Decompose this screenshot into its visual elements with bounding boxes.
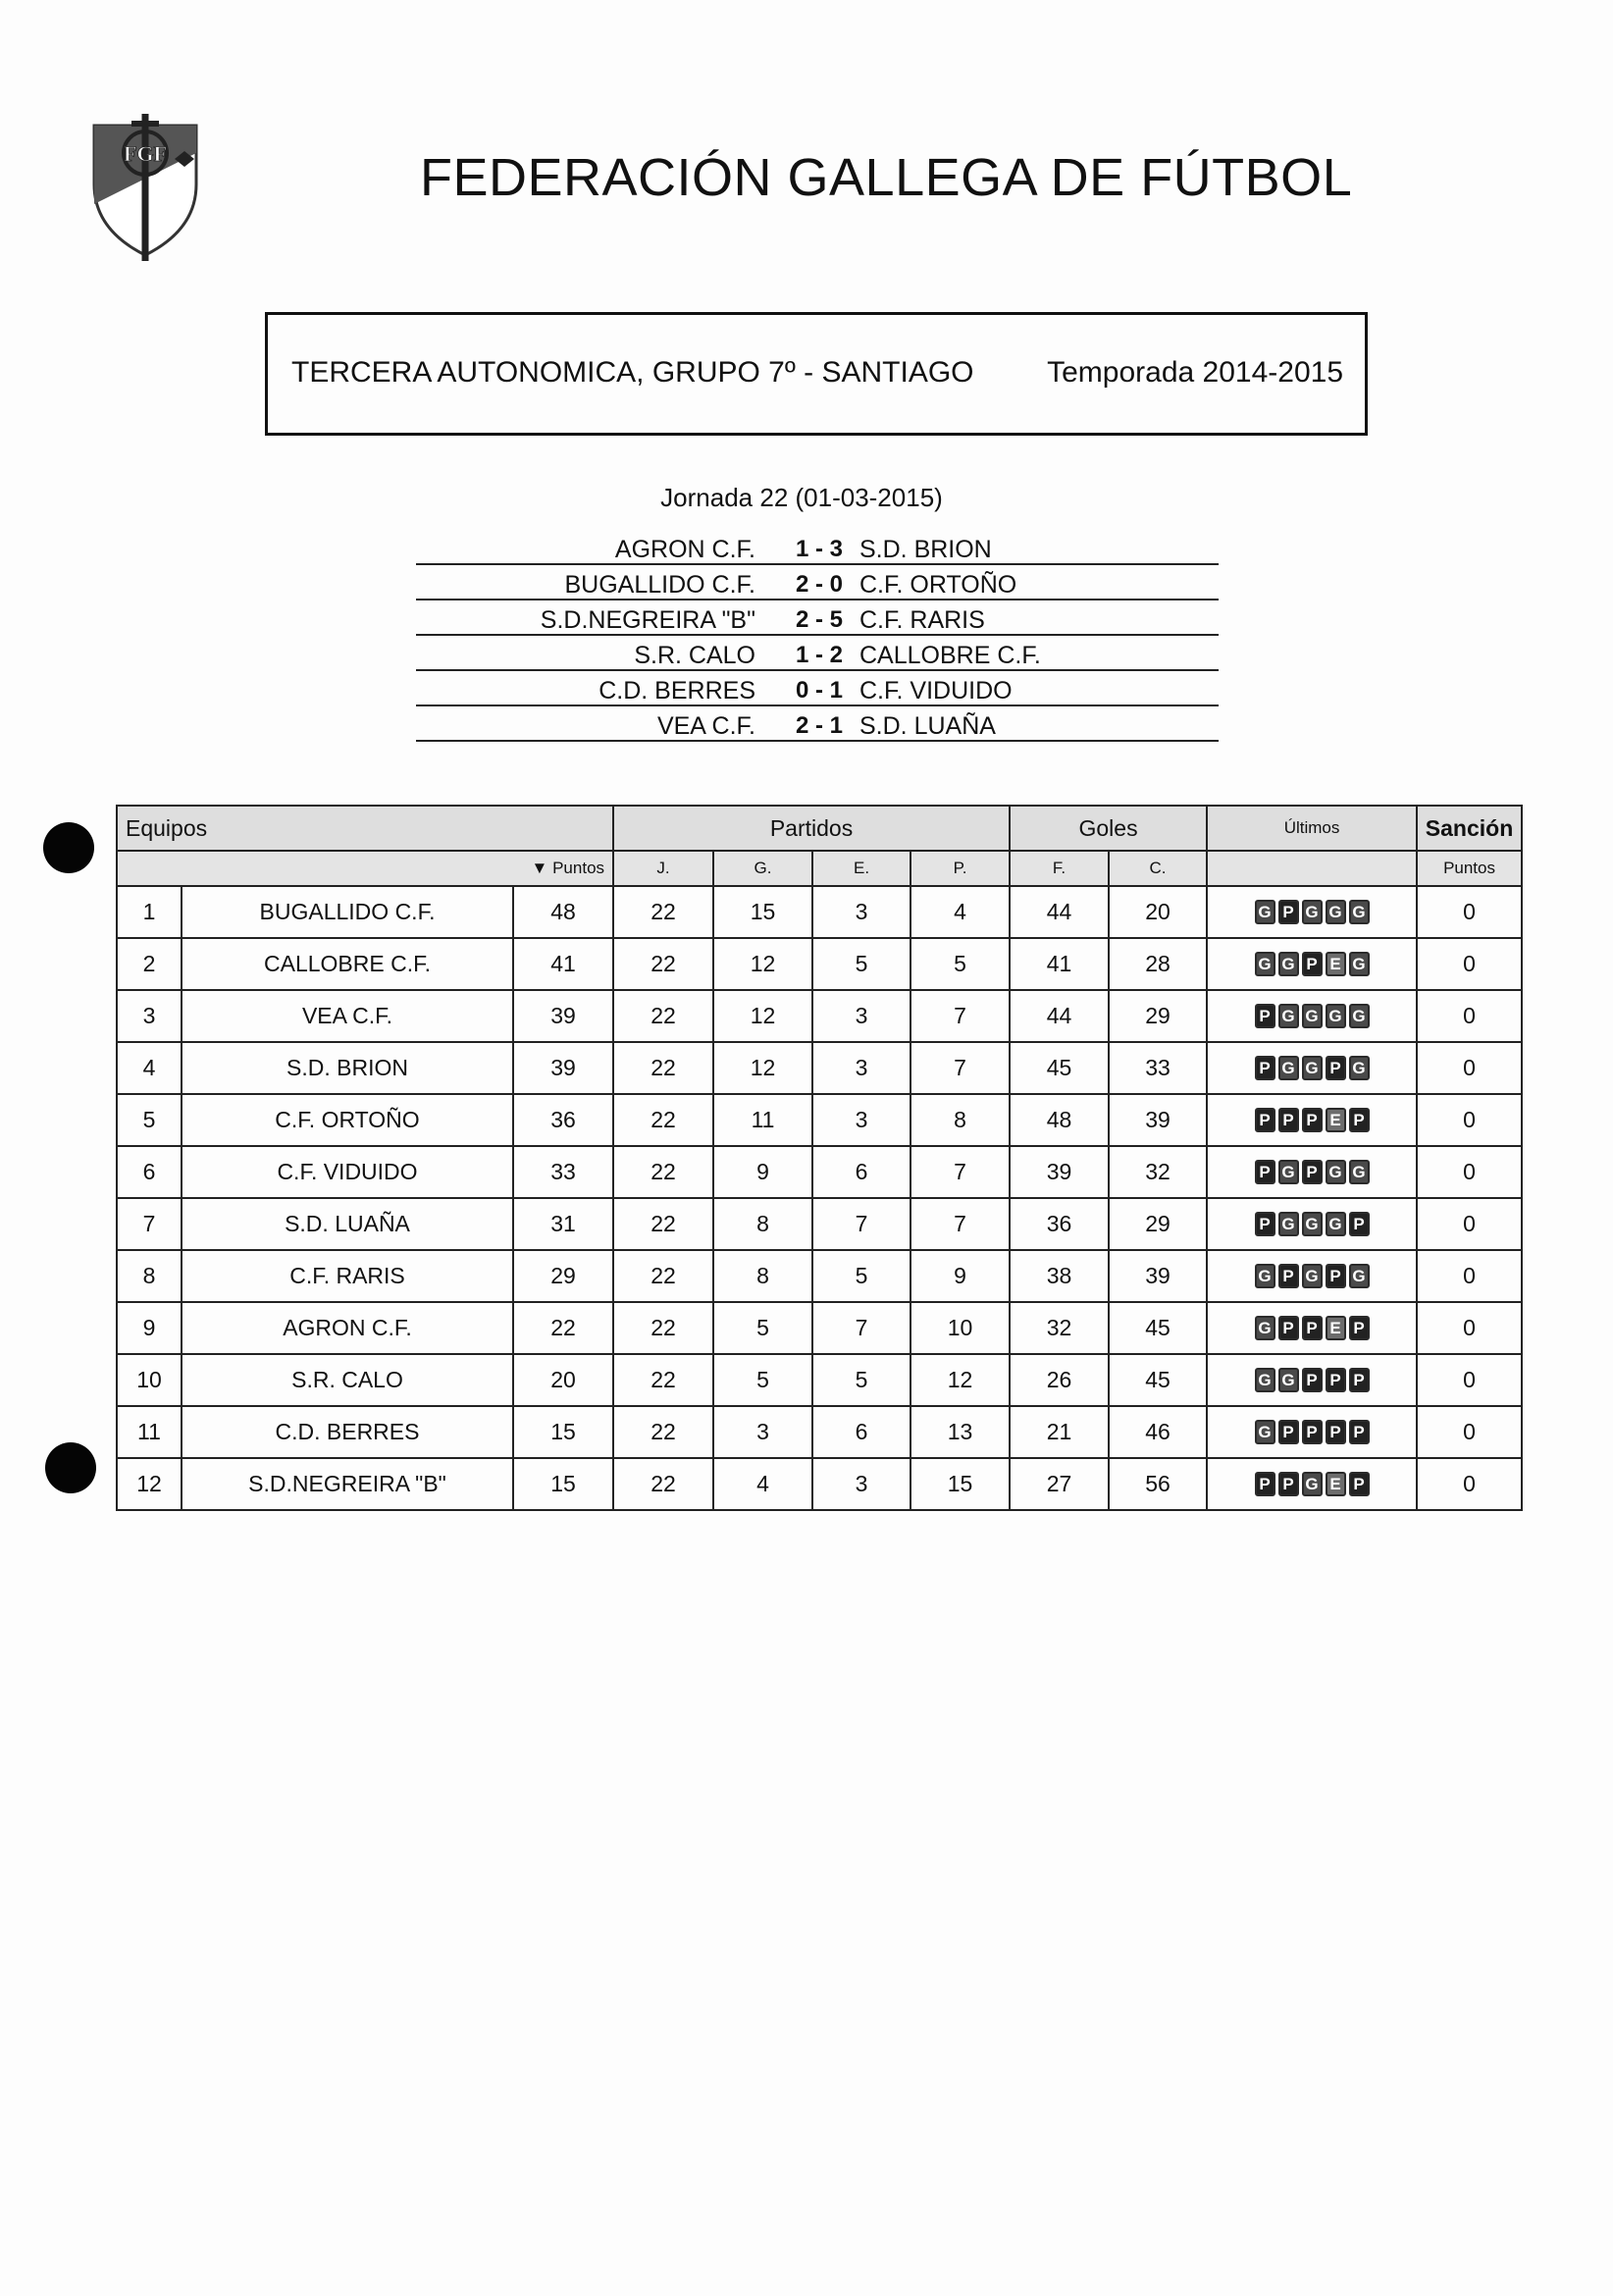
standings-subheader-row (117, 851, 1522, 886)
row-played: 22 (613, 1406, 713, 1458)
federation-crest-logo (86, 114, 204, 261)
result-badge: P (1302, 1368, 1323, 1392)
result-badge: G (1302, 1264, 1323, 1288)
row-drawn: 3 (812, 1094, 911, 1146)
row-team-name: BUGALLIDO C.F. (182, 886, 513, 938)
result-badge: G (1349, 1264, 1370, 1288)
row-goals-against: 32 (1109, 1146, 1207, 1198)
row-last-results (1207, 1042, 1417, 1094)
row-position: 9 (117, 1302, 182, 1354)
row-goals-against: 29 (1109, 990, 1207, 1042)
row-drawn: 3 (812, 990, 911, 1042)
row-goals-against: 45 (1109, 1354, 1207, 1406)
row-team-name: C.F. ORTOÑO (182, 1094, 513, 1146)
row-position: 8 (117, 1250, 182, 1302)
row-played: 22 (613, 1146, 713, 1198)
row-played: 22 (613, 1302, 713, 1354)
row-goals-for: 36 (1010, 1198, 1109, 1250)
row-last-results (1207, 1302, 1417, 1354)
result-away-team: S.D. BRION (859, 536, 992, 563)
competition-box (265, 312, 1368, 436)
row-points: 15 (513, 1458, 613, 1510)
result-badge: P (1302, 1108, 1323, 1132)
row-team-name: S.D. LUAÑA (182, 1198, 513, 1250)
result-badge: P (1255, 1472, 1275, 1496)
header-p: P. (911, 851, 1010, 886)
row-goals-for: 21 (1010, 1406, 1109, 1458)
row-goals-for: 48 (1010, 1094, 1109, 1146)
row-lost: 5 (911, 938, 1010, 990)
row-sanction-points: 0 (1417, 1042, 1522, 1094)
row-lost: 13 (911, 1406, 1010, 1458)
result-badge: P (1349, 1472, 1370, 1496)
row-goals-against: 39 (1109, 1094, 1207, 1146)
row-last-results (1207, 1198, 1417, 1250)
result-badge: G (1278, 1160, 1299, 1184)
row-sanction-points: 0 (1417, 1302, 1522, 1354)
row-position: 11 (117, 1406, 182, 1458)
header-partidos: Partidos (613, 806, 1010, 851)
row-won: 8 (713, 1250, 812, 1302)
row-last-results (1207, 1094, 1417, 1146)
row-last-results (1207, 1146, 1417, 1198)
result-badge: P (1302, 1160, 1323, 1184)
row-sanction-points: 0 (1417, 1406, 1522, 1458)
standings-row (117, 1146, 1522, 1198)
row-goals-for: 38 (1010, 1250, 1109, 1302)
sort-down-icon: ▼ (531, 859, 548, 877)
row-lost: 10 (911, 1302, 1010, 1354)
result-row (416, 565, 1219, 600)
result-home-team: S.R. CALO (634, 642, 755, 669)
row-points: 22 (513, 1302, 613, 1354)
result-badge: E (1326, 1108, 1346, 1132)
row-points: 39 (513, 990, 613, 1042)
header-goles: Goles (1010, 806, 1207, 851)
row-goals-against: 45 (1109, 1302, 1207, 1354)
result-badge: G (1349, 1160, 1370, 1184)
row-goals-against: 20 (1109, 886, 1207, 938)
row-position: 12 (117, 1458, 182, 1510)
row-goals-for: 27 (1010, 1458, 1109, 1510)
row-goals-against: 33 (1109, 1042, 1207, 1094)
row-position: 1 (117, 886, 182, 938)
result-badge: G (1349, 952, 1370, 976)
result-badge: P (1326, 1368, 1346, 1392)
result-badge: G (1326, 1160, 1346, 1184)
result-away-team: CALLOBRE C.F. (859, 642, 1041, 669)
row-team-name: C.F. RARIS (182, 1250, 513, 1302)
row-played: 22 (613, 1354, 713, 1406)
result-badge: P (1278, 1472, 1299, 1496)
result-badge: P (1278, 1316, 1299, 1340)
row-sanction-points: 0 (1417, 938, 1522, 990)
row-position: 6 (117, 1146, 182, 1198)
result-badge: G (1349, 900, 1370, 924)
standings-row (117, 1198, 1522, 1250)
result-score: 0 - 1 (795, 677, 844, 704)
row-last-results (1207, 938, 1417, 990)
row-won: 4 (713, 1458, 812, 1510)
row-sanction-points: 0 (1417, 990, 1522, 1042)
header-c: C. (1109, 851, 1207, 886)
result-badge: G (1255, 1316, 1275, 1340)
header-equipos: Equipos (117, 806, 613, 851)
row-goals-for: 39 (1010, 1146, 1109, 1198)
standings-row (117, 938, 1522, 990)
result-badge: G (1278, 1368, 1299, 1392)
result-home-team: BUGALLIDO C.F. (564, 571, 755, 599)
row-team-name: S.R. CALO (182, 1354, 513, 1406)
row-position: 2 (117, 938, 182, 990)
result-row (416, 671, 1219, 706)
result-badge: G (1255, 952, 1275, 976)
result-row (416, 706, 1219, 742)
result-badge: E (1326, 1472, 1346, 1496)
standings-header-row (117, 806, 1522, 851)
row-won: 12 (713, 938, 812, 990)
row-goals-against: 39 (1109, 1250, 1207, 1302)
result-badge: G (1302, 1056, 1323, 1080)
row-goals-for: 44 (1010, 990, 1109, 1042)
result-badge: P (1302, 1316, 1323, 1340)
result-badge: P (1255, 1108, 1275, 1132)
result-badge: G (1326, 1212, 1346, 1236)
row-goals-against: 28 (1109, 938, 1207, 990)
row-goals-against: 46 (1109, 1406, 1207, 1458)
row-lost: 7 (911, 1198, 1010, 1250)
row-drawn: 3 (812, 1042, 911, 1094)
row-sanction-points: 0 (1417, 1250, 1522, 1302)
row-position: 5 (117, 1094, 182, 1146)
row-sanction-points: 0 (1417, 1354, 1522, 1406)
row-points: 29 (513, 1250, 613, 1302)
standings-row (117, 1458, 1522, 1510)
row-goals-for: 41 (1010, 938, 1109, 990)
result-badge: P (1326, 1056, 1346, 1080)
result-away-team: C.F. RARIS (859, 606, 985, 634)
result-badge: P (1255, 1056, 1275, 1080)
row-won: 15 (713, 886, 812, 938)
result-home-team: C.D. BERRES (598, 677, 755, 704)
result-badge: P (1255, 1160, 1275, 1184)
result-badge: P (1326, 1420, 1346, 1444)
row-drawn: 5 (812, 1354, 911, 1406)
row-goals-for: 44 (1010, 886, 1109, 938)
row-played: 22 (613, 1042, 713, 1094)
result-home-team: VEA C.F. (656, 712, 755, 740)
result-badge: P (1302, 952, 1323, 976)
row-won: 9 (713, 1146, 812, 1198)
row-last-results (1207, 1250, 1417, 1302)
result-score: 2 - 0 (795, 571, 844, 598)
standings-row (117, 1042, 1522, 1094)
result-row (416, 636, 1219, 671)
header-sancion: Sanción (1417, 806, 1522, 851)
row-team-name: AGRON C.F. (182, 1302, 513, 1354)
row-goals-for: 45 (1010, 1042, 1109, 1094)
row-points: 48 (513, 886, 613, 938)
header-e: E. (812, 851, 911, 886)
standings-table (116, 805, 1523, 1511)
row-last-results (1207, 886, 1417, 938)
row-sanction-points: 0 (1417, 1198, 1522, 1250)
standings-row (117, 1354, 1522, 1406)
row-last-results (1207, 990, 1417, 1042)
row-drawn: 6 (812, 1406, 911, 1458)
result-badge: P (1278, 1420, 1299, 1444)
row-lost: 12 (911, 1354, 1010, 1406)
row-position: 4 (117, 1042, 182, 1094)
row-sanction-points: 0 (1417, 1146, 1522, 1198)
result-badge: G (1255, 1264, 1275, 1288)
row-team-name: S.D. BRION (182, 1042, 513, 1094)
row-drawn: 6 (812, 1146, 911, 1198)
row-lost: 7 (911, 1146, 1010, 1198)
competition-name: TERCERA AUTONOMICA, GRUPO 7º - SANTIAGO (291, 356, 974, 389)
result-score: 2 - 5 (795, 606, 844, 633)
row-drawn: 5 (812, 938, 911, 990)
row-lost: 15 (911, 1458, 1010, 1510)
row-points: 39 (513, 1042, 613, 1094)
result-badge: P (1349, 1368, 1370, 1392)
round-results (416, 530, 1219, 742)
result-badge: G (1302, 1004, 1323, 1028)
row-points: 20 (513, 1354, 613, 1406)
row-played: 22 (613, 1458, 713, 1510)
header-f: F. (1010, 851, 1109, 886)
row-lost: 9 (911, 1250, 1010, 1302)
svg-text:FGF: FGF (124, 141, 167, 166)
row-position: 7 (117, 1198, 182, 1250)
row-points: 36 (513, 1094, 613, 1146)
result-badge: P (1349, 1108, 1370, 1132)
header-g: G. (713, 851, 812, 886)
row-points: 31 (513, 1198, 613, 1250)
row-team-name: C.D. BERRES (182, 1406, 513, 1458)
result-badge: P (1302, 1420, 1323, 1444)
row-team-name: C.F. VIDUIDO (182, 1146, 513, 1198)
result-badge: P (1278, 1264, 1299, 1288)
punch-hole-top (43, 822, 94, 873)
row-lost: 7 (911, 1042, 1010, 1094)
row-drawn: 7 (812, 1198, 911, 1250)
result-score: 1 - 2 (795, 642, 844, 668)
row-drawn: 3 (812, 886, 911, 938)
round-label: Jornada 22 (01-03-2015) (660, 483, 943, 512)
standings-row (117, 1094, 1522, 1146)
row-goals-against: 29 (1109, 1198, 1207, 1250)
row-played: 22 (613, 1094, 713, 1146)
result-badge: P (1349, 1212, 1370, 1236)
result-home-team: S.D.NEGREIRA "B" (540, 606, 755, 634)
row-points: 33 (513, 1146, 613, 1198)
row-won: 12 (713, 1042, 812, 1094)
row-goals-for: 32 (1010, 1302, 1109, 1354)
result-home-team: AGRON C.F. (614, 536, 755, 563)
row-won: 8 (713, 1198, 812, 1250)
row-lost: 7 (911, 990, 1010, 1042)
row-points: 41 (513, 938, 613, 990)
result-badge: P (1349, 1316, 1370, 1340)
result-badge: G (1349, 1004, 1370, 1028)
row-goals-against: 56 (1109, 1458, 1207, 1510)
row-lost: 4 (911, 886, 1010, 938)
result-badge: P (1278, 1108, 1299, 1132)
result-badge: G (1302, 900, 1323, 924)
result-score: 1 - 3 (795, 536, 844, 562)
row-won: 5 (713, 1354, 812, 1406)
result-badge: P (1349, 1420, 1370, 1444)
row-played: 22 (613, 1250, 713, 1302)
header-ultimos: Últimos (1207, 806, 1417, 851)
row-sanction-points: 0 (1417, 886, 1522, 938)
row-last-results (1207, 1354, 1417, 1406)
result-badge: G (1349, 1056, 1370, 1080)
season-label: Temporada 2014-2015 (1047, 356, 1343, 389)
result-badge: G (1255, 900, 1275, 924)
standings-row (117, 990, 1522, 1042)
standings-row (117, 886, 1522, 938)
result-badge: E (1326, 1316, 1346, 1340)
result-badge: G (1278, 1056, 1299, 1080)
result-badge: G (1278, 952, 1299, 976)
row-last-results (1207, 1458, 1417, 1510)
row-won: 12 (713, 990, 812, 1042)
result-badge: P (1326, 1264, 1346, 1288)
header-ultimos-blank (1207, 851, 1417, 886)
row-team-name: CALLOBRE C.F. (182, 938, 513, 990)
result-row (416, 530, 1219, 565)
result-badge: G (1326, 1004, 1346, 1028)
result-badge: P (1255, 1004, 1275, 1028)
header-puntos-label: Puntos (552, 859, 605, 877)
result-badge: G (1255, 1368, 1275, 1392)
row-lost: 8 (911, 1094, 1010, 1146)
row-last-results (1207, 1406, 1417, 1458)
row-drawn: 3 (812, 1458, 911, 1510)
result-away-team: C.F. ORTOÑO (859, 571, 1017, 599)
row-won: 3 (713, 1406, 812, 1458)
row-position: 10 (117, 1354, 182, 1406)
row-team-name: VEA C.F. (182, 990, 513, 1042)
row-team-name: S.D.NEGREIRA "B" (182, 1458, 513, 1510)
result-badge: G (1278, 1212, 1299, 1236)
result-badge: E (1326, 952, 1346, 976)
result-badge: P (1255, 1212, 1275, 1236)
result-badge: G (1302, 1472, 1323, 1496)
result-badge: G (1326, 900, 1346, 924)
result-away-team: C.F. VIDUIDO (859, 677, 1013, 704)
row-drawn: 7 (812, 1302, 911, 1354)
row-played: 22 (613, 886, 713, 938)
standings-row (117, 1302, 1522, 1354)
row-won: 5 (713, 1302, 812, 1354)
result-badge: G (1302, 1212, 1323, 1236)
result-away-team: S.D. LUAÑA (859, 712, 996, 740)
row-position: 3 (117, 990, 182, 1042)
header-j: J. (613, 851, 713, 886)
row-played: 22 (613, 990, 713, 1042)
result-badge: P (1278, 900, 1299, 924)
header-puntos[interactable] (117, 851, 613, 886)
result-score: 2 - 1 (795, 712, 844, 739)
row-points: 15 (513, 1406, 613, 1458)
punch-hole-bottom (45, 1442, 96, 1493)
row-played: 22 (613, 938, 713, 990)
federation-title: FEDERACIÓN GALLEGA DE FÚTBOL (420, 148, 1353, 207)
result-row (416, 600, 1219, 636)
row-won: 11 (713, 1094, 812, 1146)
row-drawn: 5 (812, 1250, 911, 1302)
row-sanction-points: 0 (1417, 1458, 1522, 1510)
header-sancion-puntos: Puntos (1417, 851, 1522, 886)
row-played: 22 (613, 1198, 713, 1250)
row-goals-for: 26 (1010, 1354, 1109, 1406)
standings-row (117, 1250, 1522, 1302)
row-sanction-points: 0 (1417, 1094, 1522, 1146)
standings-row (117, 1406, 1522, 1458)
result-badge: G (1278, 1004, 1299, 1028)
result-badge: G (1255, 1420, 1275, 1444)
